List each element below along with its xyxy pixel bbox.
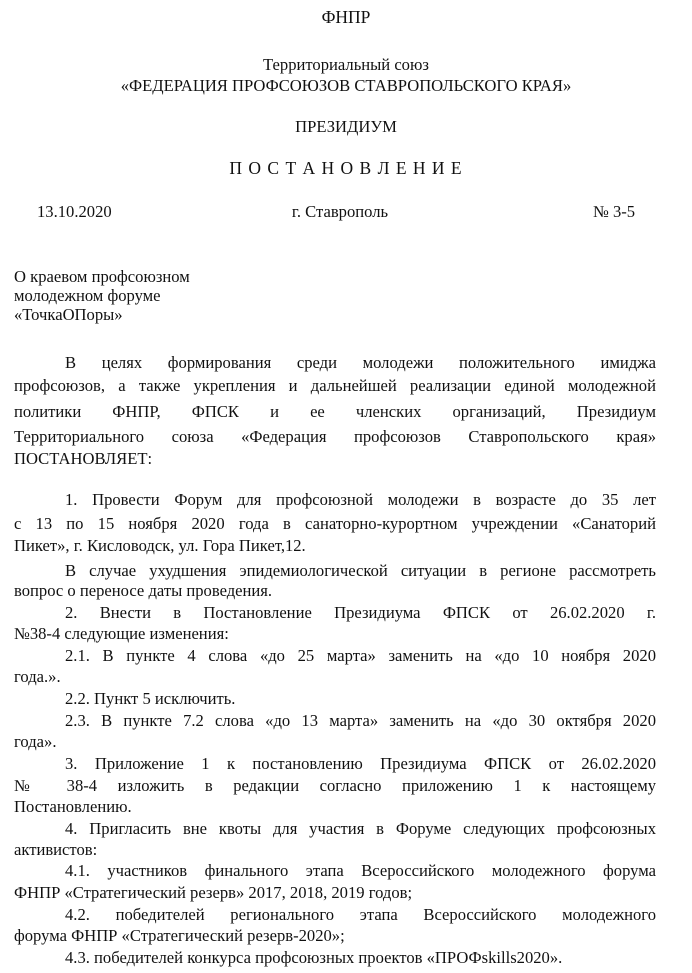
union-line-2: «ФЕДЕРАЦИЯ ПРОФСОЮЗОВ СТАВРОПОЛЬСКОГО КРАЯ»	[120, 76, 572, 95]
subject-line: молодежном форуме	[14, 286, 161, 305]
item-2-3-line: 2.3. В пункте 7.2 слова «до 13 марта» заменить на «до 30 октября 2020	[65, 711, 656, 730]
item-1-line: Пикет», г. Кисловодск, ул. Гора Пикет,12.	[14, 536, 306, 555]
item-4-line: активистов:	[14, 840, 98, 859]
subject-line: «ТочкаОПоры»	[14, 305, 123, 324]
item-3-line: 3. Приложение 1 к постановлению Президиума ФПСК от 26.02.2020	[65, 754, 656, 773]
document-number: № 3-5	[593, 202, 636, 221]
org-short: ФНПР	[321, 7, 371, 27]
item-2-3-line: года».	[14, 732, 57, 751]
item-1-line: с 13 по 15 ноября 2020 года в санаторно-курортном учреждении «Санаторий	[14, 514, 656, 533]
item-4-3-line: 4.3. победителей конкурса профсоюзных проектов «ПРОФskills2020».	[65, 948, 563, 967]
item-4-2-line: форума ФНПР «Стратегический резерв-2020»;	[14, 926, 345, 945]
item-1-line: 1. Провести Форум для профсоюзной молодежи в возрасте до 35 лет	[65, 490, 656, 509]
preamble-line: В целях формирования среди молодежи положительного имиджа	[65, 353, 656, 372]
presidium-heading: ПРЕЗИДИУМ	[295, 117, 397, 136]
document-city: г. Ставрополь	[291, 202, 389, 221]
resolves-word: ПОСТАНОВЛЯЕТ:	[14, 449, 153, 468]
item-2-2-line: 2.2. Пункт 5 исключить.	[65, 689, 236, 708]
preamble-line: Территориального союза «Федерация профсоюзов Ставропольского края»	[14, 427, 656, 446]
item-4-line: 4. Пригласить вне квоты для участия в Форуме следующих профсоюзных	[65, 819, 656, 838]
document-date: 13.10.2020	[37, 202, 112, 221]
item-4-1-line: 4.1. участников финального этапа Всероссийского молодежного форума	[65, 861, 656, 880]
item-4-1-line: ФНПР «Стратегический резерв» 2017, 2018, 2019 годов;	[14, 883, 413, 902]
item-2-1-line: года.».	[14, 667, 61, 686]
item-3-line: № 38-4 изложить в редакции согласно приложению 1 к настоящему	[14, 776, 656, 795]
item-4-2-line: 4.2. победителей регионального этапа Всероссийского молодежного	[65, 905, 656, 924]
document-type-heading: П О С Т А Н О В Л Е Н И Е	[229, 158, 463, 178]
item-2-line: №38-4 следующие изменения:	[14, 624, 229, 643]
union-line-1: Территориальный союз	[263, 55, 429, 74]
item-2-1-line: 2.1. В пункте 4 слова «до 25 марта» заменить на «до 10 ноября 2020	[65, 646, 656, 665]
preamble-line: профсоюзов, а также укрепления и дальнейшей реализации единой молодежной	[14, 376, 656, 395]
subject-line: О краевом профсоюзном	[14, 267, 190, 286]
item-3-line: Постановлению.	[14, 797, 132, 816]
item-1b-line: В случае ухудшения эпидемиологической ситуации в регионе рассмотреть	[65, 561, 656, 580]
item-2-line: 2. Внести в Постановление Президиума ФПСК от 26.02.2020 г.	[65, 603, 656, 622]
item-1b-line: вопрос о переносе даты проведения.	[14, 581, 273, 600]
preamble-line: политики ФНПР, ФПСК и ее членских организаций, Президиум	[14, 402, 656, 421]
